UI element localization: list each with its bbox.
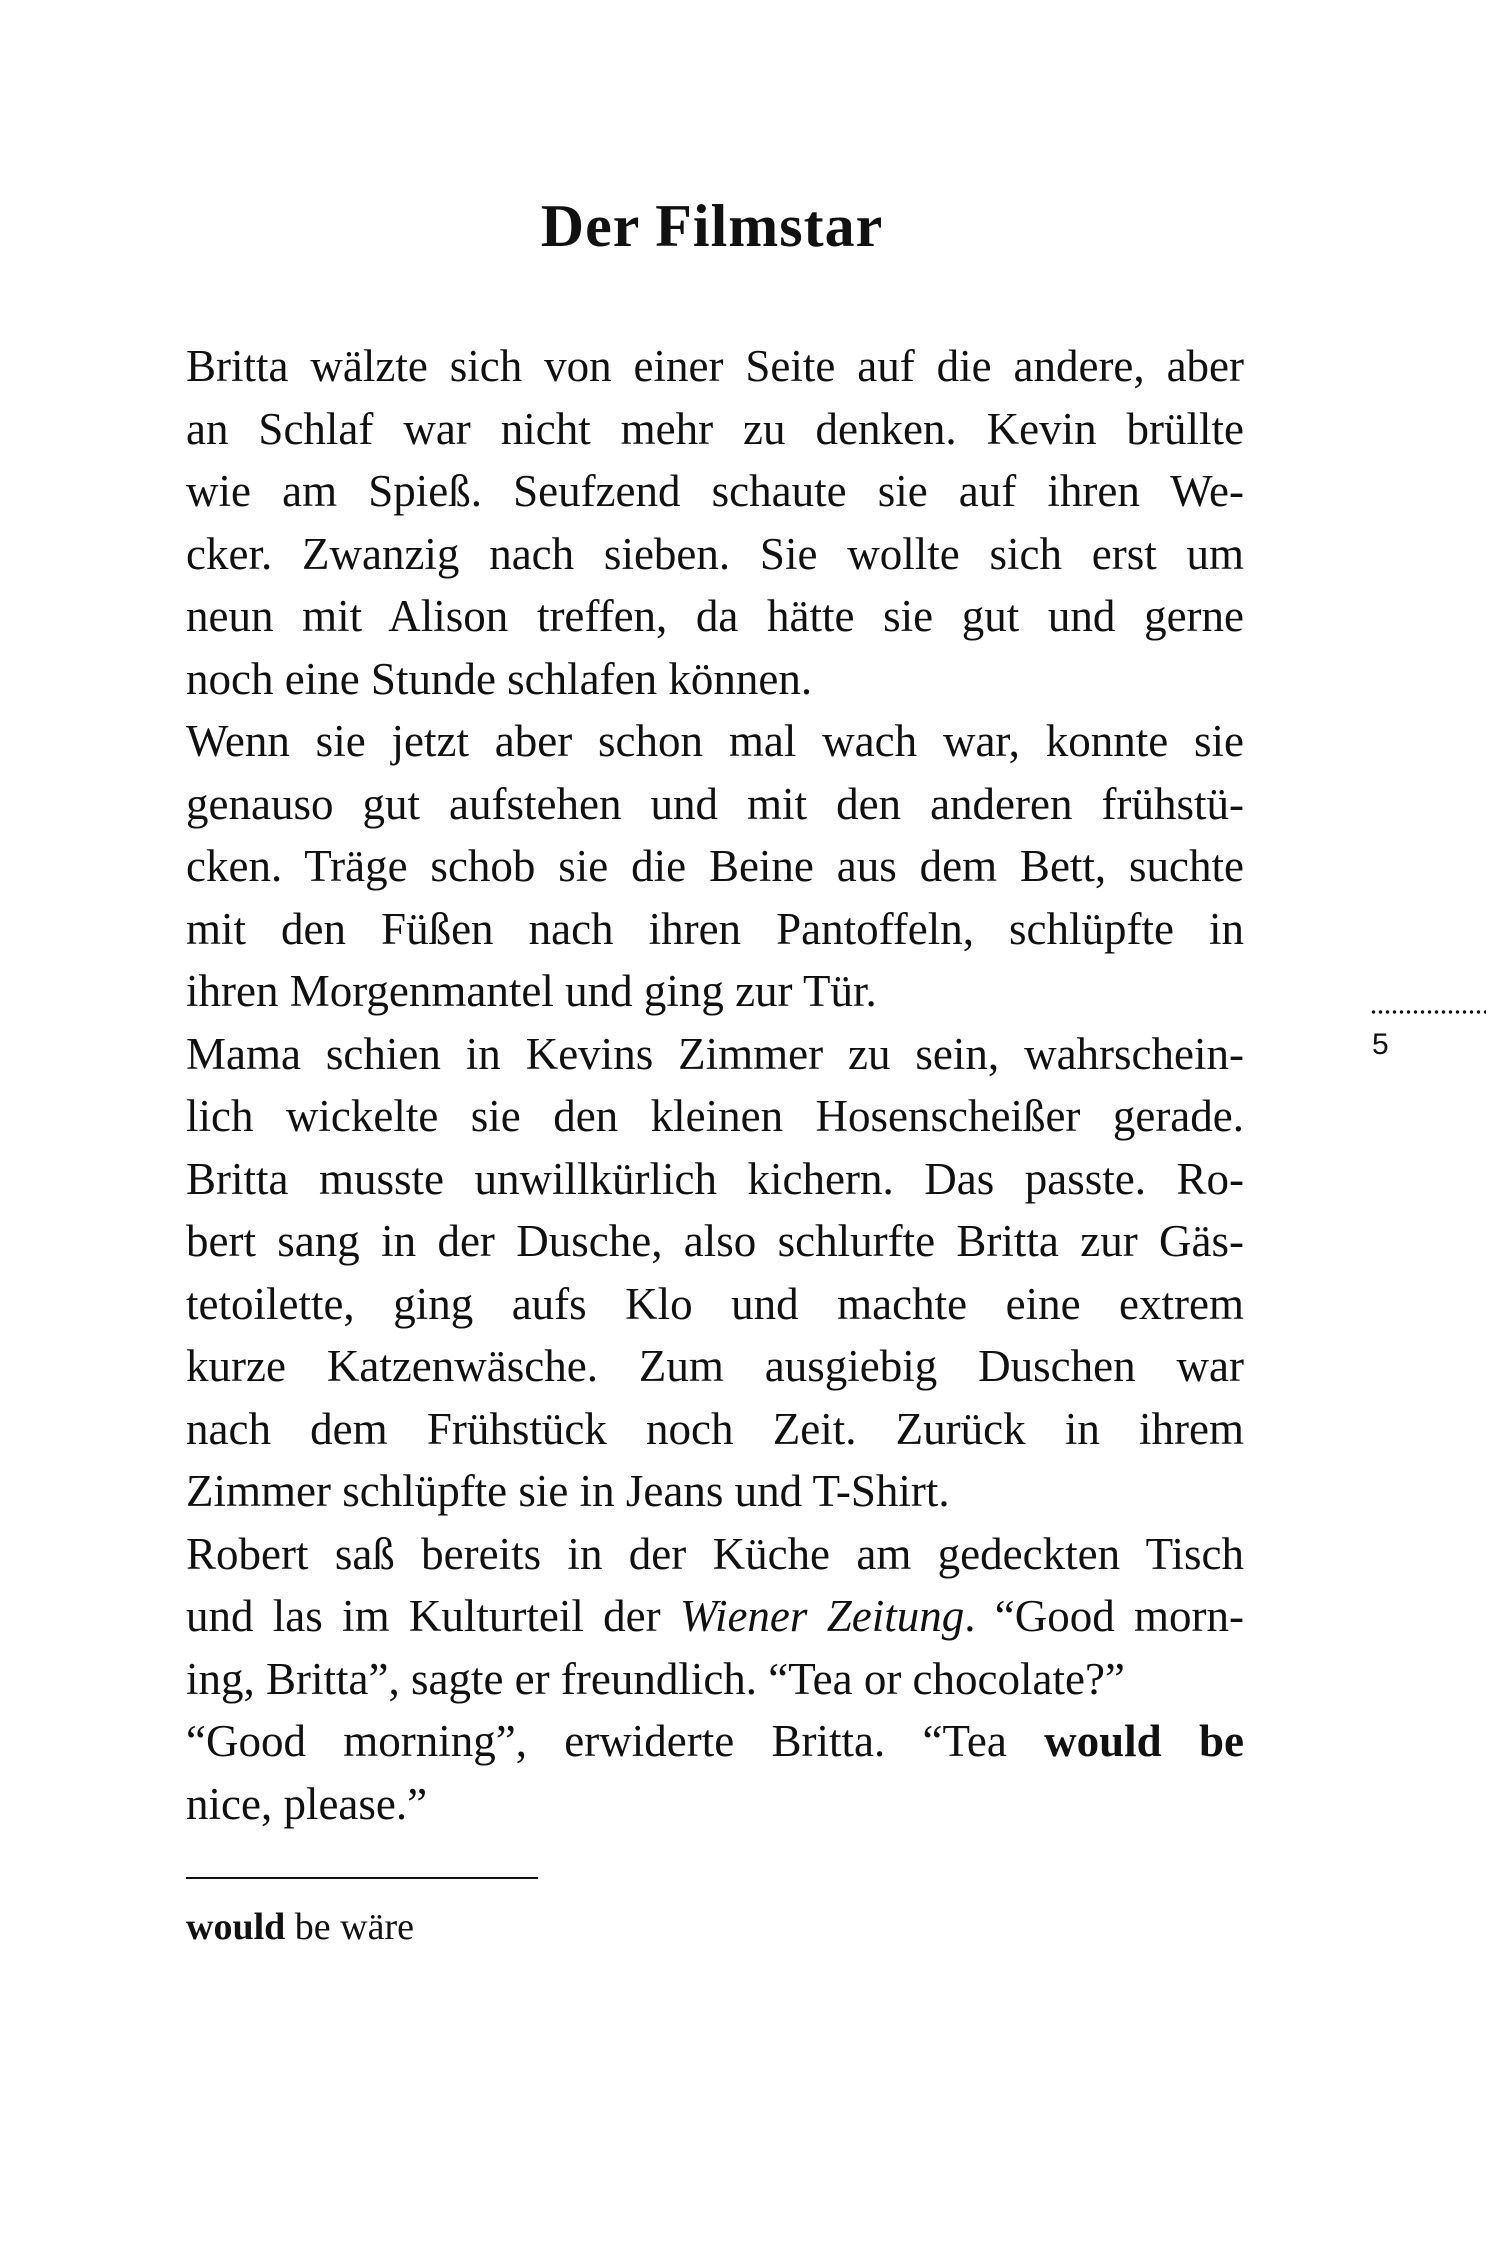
text-line: mit den Füßen nach ihren Pantoffeln, schlüpfte in (186, 903, 1244, 954)
text-line: noch eine Stunde schlafen können. (186, 653, 813, 704)
text-line: Britta musste unwillkürlich kichern. Das passte. Ro- (186, 1153, 1244, 1204)
text-segment: “Good morning”, erwiderte Britta. “Tea (186, 1716, 1045, 1766)
footnote-term: would (186, 1906, 286, 1948)
page-number: 5 (1372, 1028, 1389, 1061)
text-line: tetoilette, ging aufs Klo und machte eine extrem (186, 1278, 1244, 1329)
text-line (186, 1585, 1244, 1648)
text-line: bert sang in der Dusche, also schlurfte Britta zur Gäs- (186, 1216, 1244, 1266)
newspaper-title: Wiener Zeitung (679, 1591, 965, 1641)
text-line: ihren Morgenmantel und ging zur Tür. (186, 966, 877, 1016)
page-marker-dots (1370, 1010, 1486, 1014)
text-line: an Schlaf war nicht mehr zu denken. Kevin brüllte (186, 403, 1244, 454)
text-line: nice, please.” (186, 1778, 428, 1829)
text-line: genauso gut aufstehen und mit den anderen frühstü- (186, 778, 1244, 829)
text-line: Britta wälzte sich von einer Seite auf die andere, aber (186, 341, 1244, 391)
text-segment: . “Good morn- (964, 1591, 1245, 1641)
text-line: cker. Zwanzig nach sieben. Sie wollte sich erst um (186, 528, 1244, 579)
text-line: Wenn sie jetzt aber schon mal wach war, konnte sie (186, 716, 1244, 766)
page-marker (1370, 1010, 1486, 1062)
footnote-divider (186, 1877, 538, 1879)
text-line: neun mit Alison treffen, da hätte sie gut und gerne (186, 591, 1244, 641)
text-line: cken. Träge schob sie die Beine aus dem Bett, suchte (186, 841, 1244, 891)
text-line (186, 1710, 1244, 1773)
body-text (186, 335, 1244, 1835)
glossed-term: would be (1044, 1716, 1244, 1766)
text-line: kurze Katzenwäsche. Zum ausgiebig Duschen war (186, 1341, 1244, 1391)
text-line: Zimmer schlüpfte sie in Jeans und T-Shirt. (186, 1466, 950, 1516)
footnote (186, 1902, 414, 1952)
text-line: lich wickelte sie den kleinen Hosenscheißer gerade. (186, 1091, 1244, 1141)
text-line: wie am Spieß. Seufzend schaute sie auf ihren We- (186, 466, 1244, 516)
chapter-title: Der Filmstar (540, 193, 884, 259)
text-line: ing, Britta”, sagte er freundlich. “Tea or chocolate?” (186, 1653, 1125, 1704)
footnote-definition: be wäre (285, 1906, 414, 1948)
text-line: Robert saß bereits in der Küche am gedeckten Tisch (186, 1528, 1244, 1579)
text-line: nach dem Frühstück noch Zeit. Zurück in ihrem (186, 1403, 1244, 1454)
text-line: Mama schien in Kevins Zimmer zu sein, wahrschein- (186, 1028, 1244, 1079)
text-segment: und las im Kulturteil der (186, 1591, 680, 1641)
